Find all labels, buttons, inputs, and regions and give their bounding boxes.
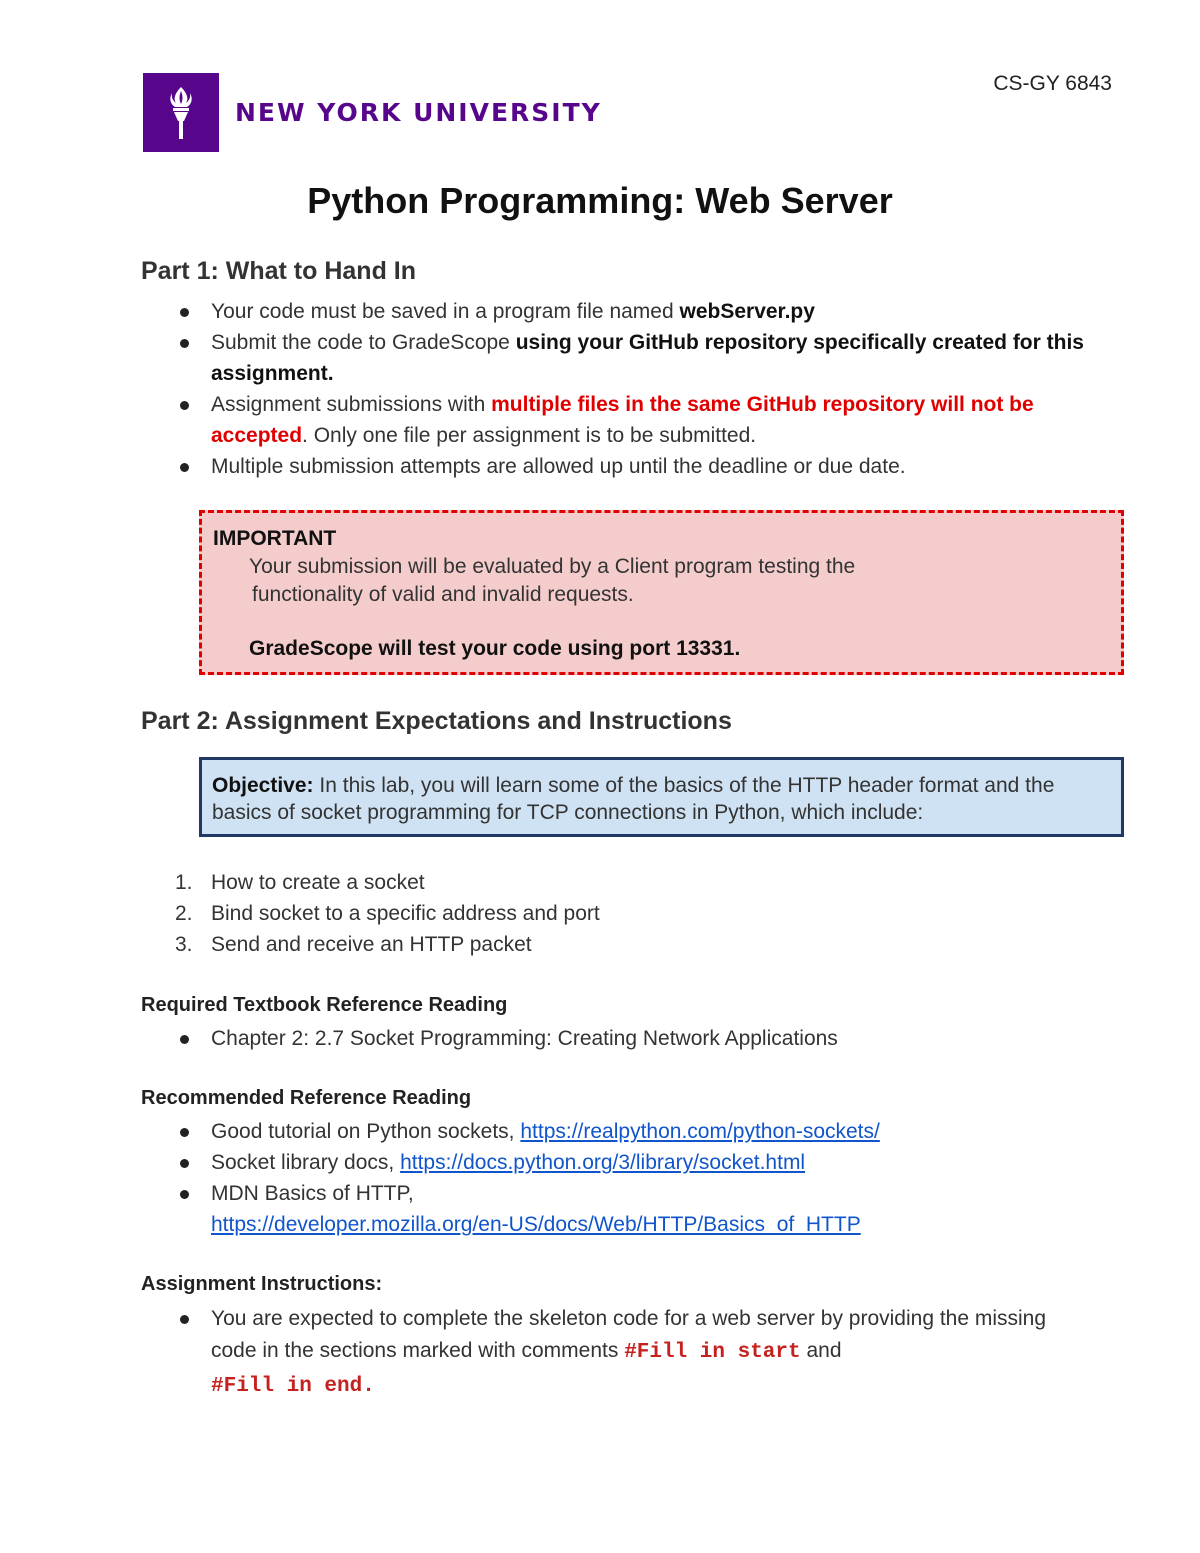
recommended-reading-heading: Recommended Reference Reading — [141, 1087, 472, 1109]
required-reading-list — [141, 1023, 1121, 1054]
list-item: Good tutorial on Python sockets, https://realpython.com/python-sockets/ — [141, 1116, 1121, 1147]
socket-docs-link[interactable]: https://docs.python.org/3/library/socket.html — [400, 1151, 806, 1174]
list-item: You are expected to complete the skeleton code for a web server by providing the missing code in the sections marked with comments #Fill in start and #Fill in end. — [141, 1303, 1081, 1403]
nyu-logo — [143, 73, 602, 152]
list-item: 3. Send and receive an HTTP packet — [175, 933, 532, 956]
list-item: MDN Basics of HTTP, https://developer.mozilla.org/en-US/docs/Web/HTTP/Basics_of_HTTP — [141, 1178, 1121, 1240]
warning-text: multiple files in the same GitHub repository will not be accepted — [211, 393, 1034, 447]
part1-heading: Part 1: What to Hand In — [141, 257, 416, 285]
nyu-torch-icon — [143, 73, 219, 152]
fill-in-start-code: #Fill in start — [624, 1341, 801, 1364]
logo-text: NEW YORK UNIVERSITY — [235, 98, 602, 127]
part2-heading: Part 2: Assignment Expectations and Instructions — [141, 707, 732, 735]
list-item: 2. Bind socket to a specific address and port — [175, 902, 600, 925]
list-item: Multiple submission attempts are allowed up until the deadline or due date. — [141, 451, 1121, 482]
recommended-reading-list — [141, 1116, 1121, 1240]
list-item: Submit the code to GradeScope using your GitHub repository specifically created for this assignment. — [141, 327, 1121, 389]
list-item: Your code must be saved in a program file named webServer.py — [141, 296, 1121, 327]
instructions-list — [141, 1303, 1081, 1403]
important-line: Your submission will be evaluated by a Client program testing the — [249, 555, 856, 578]
list-item: Socket library docs, https://docs.python.org/3/library/socket.html — [141, 1147, 1121, 1178]
mdn-http-link[interactable]: https://developer.mozilla.org/en-US/docs/Web/HTTP/Basics_of_HTTP — [211, 1213, 861, 1236]
document-title: Python Programming: Web Server — [307, 180, 893, 221]
list-item: 1. How to create a socket — [175, 871, 425, 894]
filename: webServer.py — [679, 300, 815, 323]
list-item: Chapter 2: 2.7 Socket Programming: Creating Network Applications — [141, 1023, 1121, 1054]
objective-label: Objective: — [212, 774, 314, 797]
important-callout — [199, 510, 1124, 675]
hand-in-list — [141, 296, 1121, 482]
important-line: functionality of valid and invalid requests. — [252, 583, 634, 606]
required-reading-heading: Required Textbook Reference Reading — [141, 994, 508, 1016]
course-code: CS-GY 6843 — [993, 72, 1112, 95]
objective-steps — [141, 867, 1121, 960]
realpython-link[interactable]: https://realpython.com/python-sockets/ — [520, 1120, 880, 1143]
objective-callout — [199, 757, 1124, 837]
port-note: GradeScope will test your code using port 13331. — [249, 637, 741, 660]
fill-in-end-code: #Fill in end. — [211, 1375, 375, 1398]
instructions-heading: Assignment Instructions: — [141, 1273, 383, 1295]
objective-text: In this lab, you will learn some of the basics of the HTTP header format and the basics of socket programming for TCP connections in Python, which include: — [212, 774, 1055, 824]
list-item: Assignment submissions with multiple files in the same GitHub repository will not be accepted. Only one file per assignment is to be submitted. — [141, 389, 1121, 451]
important-title: IMPORTANT — [213, 527, 337, 550]
